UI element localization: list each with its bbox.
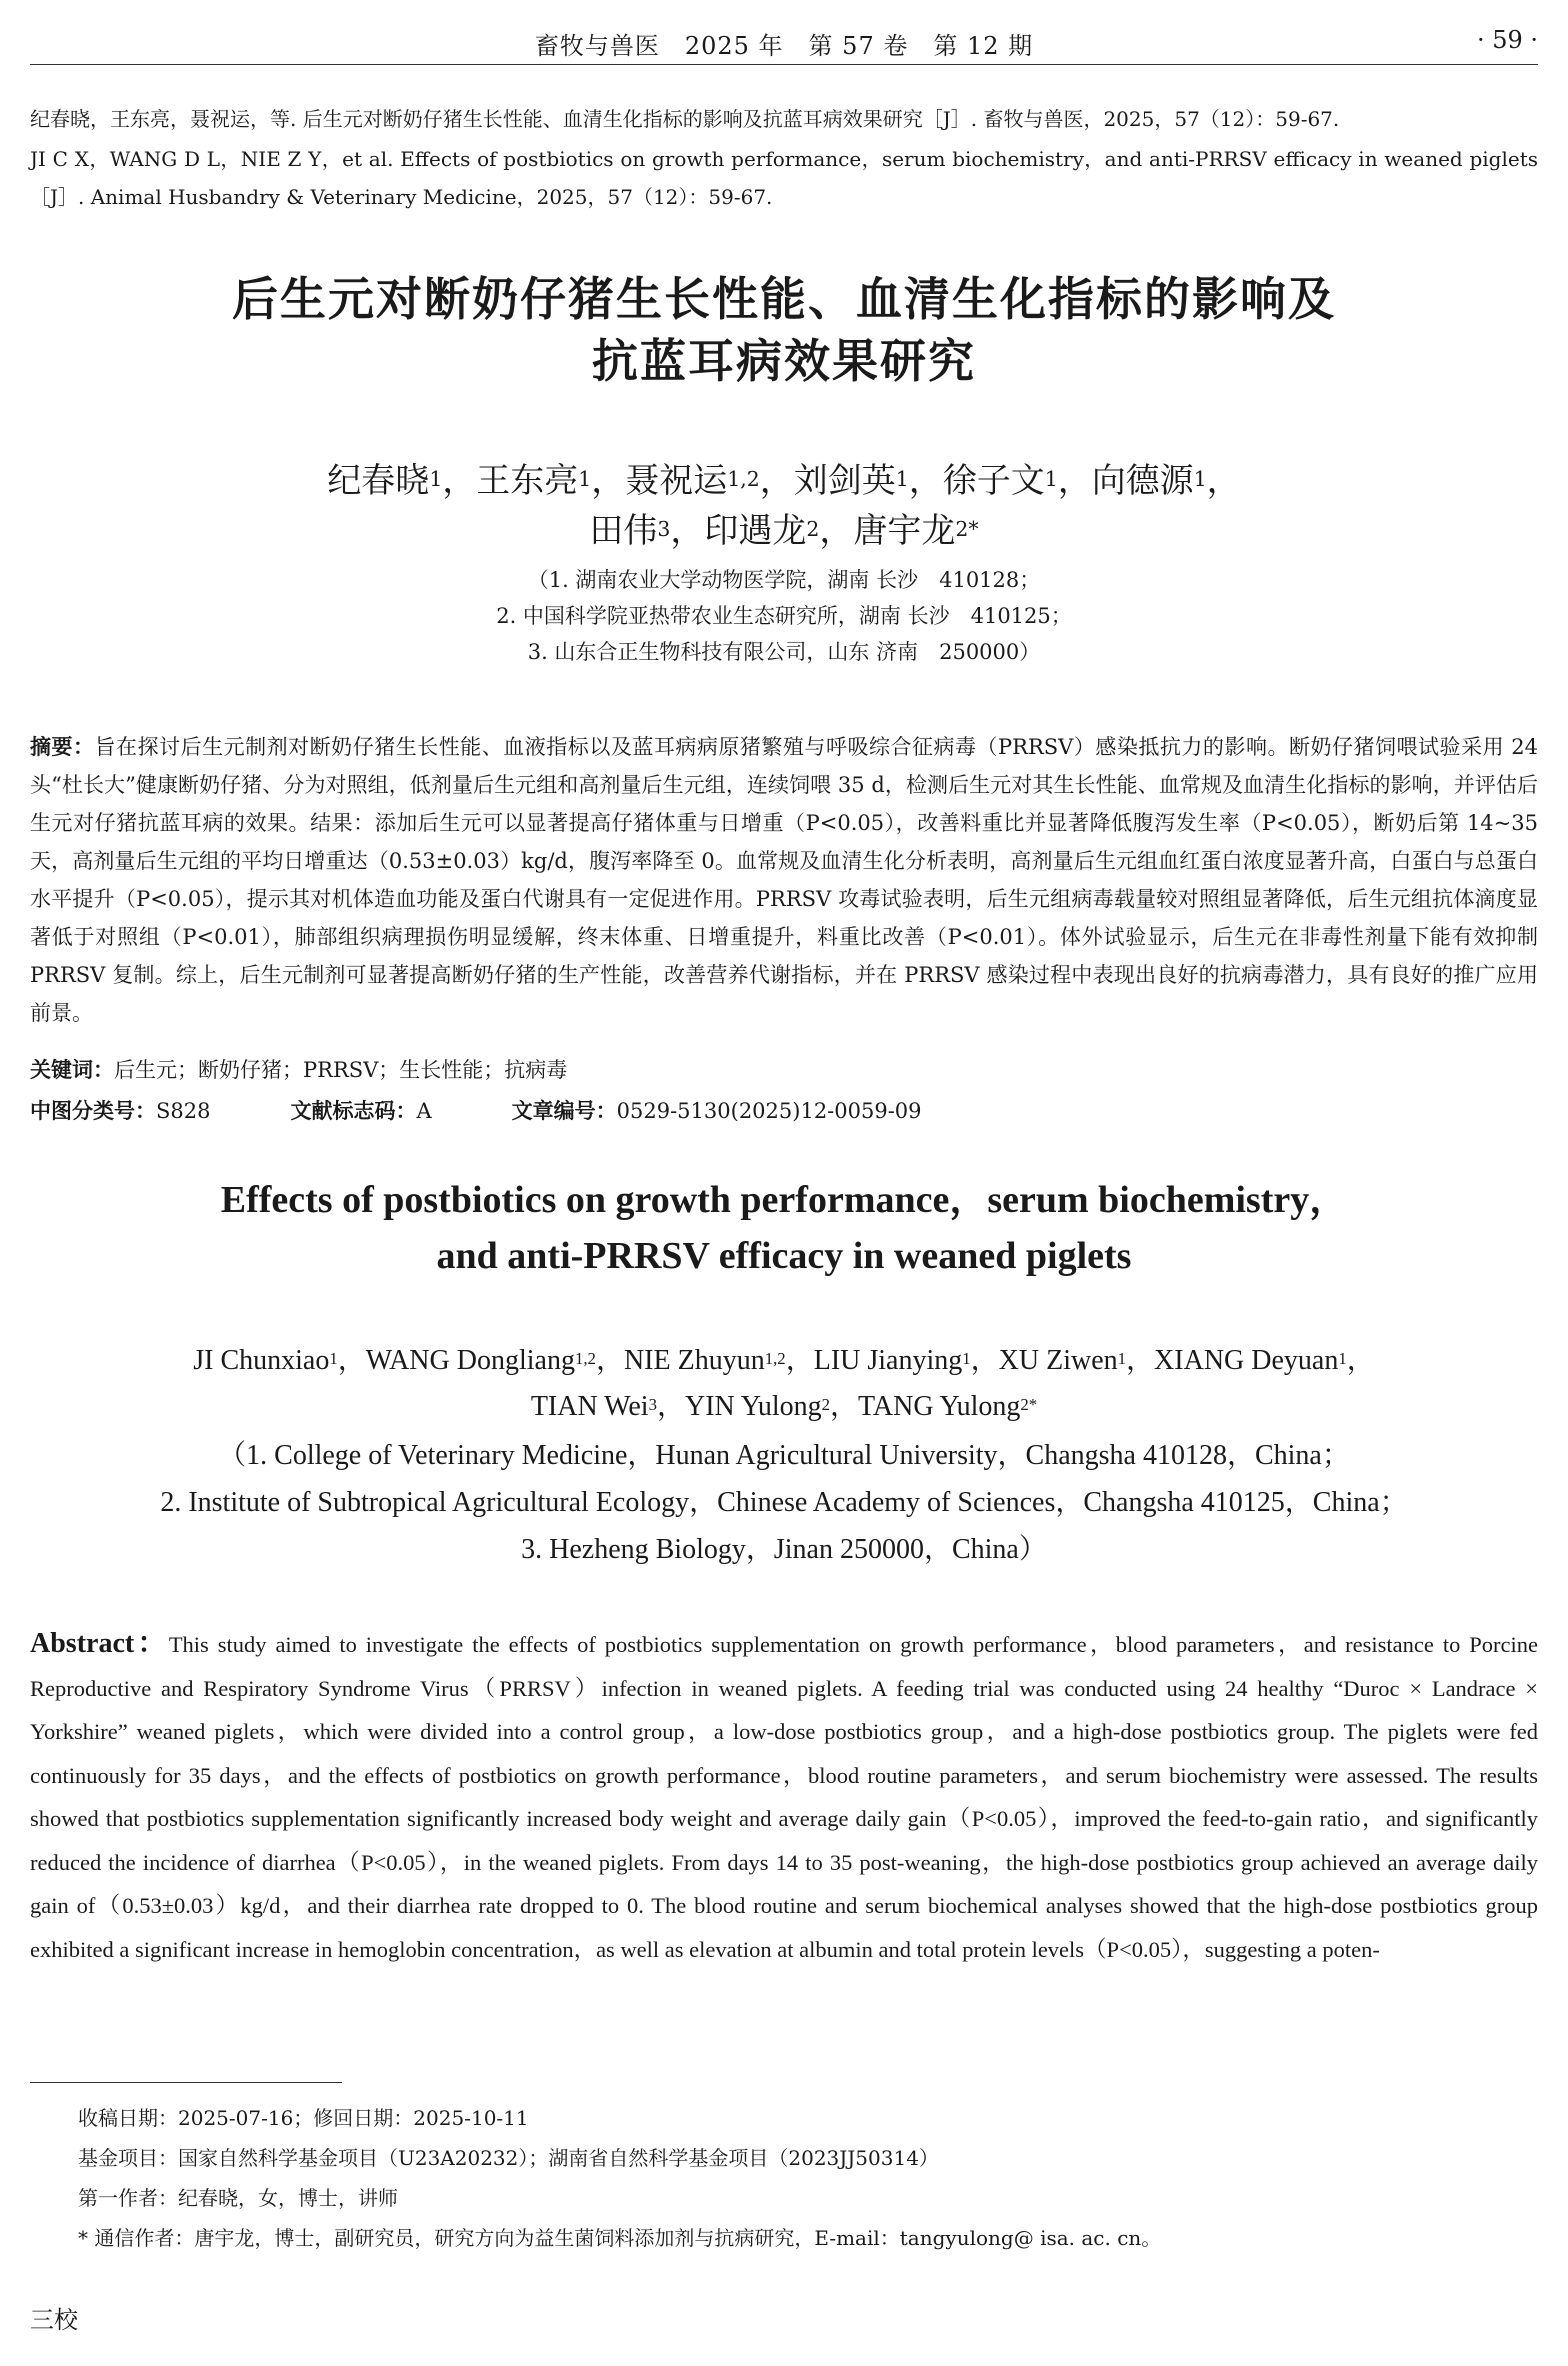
cn-author-affiliation-mark: 3 [657, 517, 671, 541]
citation-chinese: 纪春晓，王东亮，聂祝运，等. 后生元对断奶仔猪生长性能、血清生化指标的影响及抗蓝耳病效果研究［J］. 畜牧与兽医，2025，57（12）：59-67. [30, 107, 1340, 131]
title-english-line-2: and anti-PRRSV efficacy in weaned piglets [436, 1235, 1132, 1277]
citation-english: JI C X，WANG D L，NIE Z Y，et al. Effects of postbiotics on growth performance，serum biochemistry，and anti-PRRSV efficacy in weaned piglets［J］. Animal Husbandry & Veterinary Medicine，2025，57（12）：59-67. [30, 147, 1538, 209]
article-number-label: 文章编号： [511, 1099, 617, 1123]
footnote-fund: 基金项目：国家自然科学基金项目（U23A20232）；湖南省自然科学基金项目（2023JJ50314） [78, 2146, 939, 2170]
cn-author-name: 唐宇龙 [853, 511, 956, 551]
cn-author-affiliation-mark: 1 [578, 467, 592, 491]
doc-code-value: A [416, 1099, 432, 1123]
cn-author-affiliation-mark: 1 [1193, 467, 1207, 491]
proof-stage-mark: 三校 [30, 2306, 78, 2334]
cn-author-name: 聂祝运 [625, 461, 728, 501]
en-author-affiliation-mark: 1 [329, 1349, 338, 1368]
cn-author-separator: ， [908, 461, 943, 501]
clc-label: 中图分类号： [30, 1099, 156, 1123]
cn-author-name: 王东亮 [476, 461, 579, 501]
running-header [30, 24, 1538, 65]
cn-author-separator: ， [442, 461, 477, 501]
cn-author-separator: ， [759, 461, 794, 501]
cn-author-affiliation-mark: 1,2 [727, 467, 760, 491]
abstract-english-label: Abstract： [30, 1628, 169, 1659]
clc-group [30, 1092, 210, 1130]
en-author-affiliation-mark: 1 [1338, 1349, 1347, 1368]
en-author-name: XIANG Deyuan [1154, 1345, 1339, 1376]
en-author-affiliation-mark: 3 [648, 1395, 657, 1414]
cn-author-separator: ， [591, 461, 626, 501]
authors-chinese [0, 456, 1568, 556]
cn-author-name: 向德源 [1091, 461, 1194, 501]
keywords-chinese [30, 1051, 1538, 1089]
en-author-name: TIAN Wei [530, 1391, 649, 1422]
page-number: · 59 · [1476, 26, 1538, 54]
authors-english-line-1 [0, 1338, 1568, 1384]
cn-author-affiliation-mark: 2 [806, 517, 820, 541]
cn-author-name: 印遇龙 [704, 511, 807, 551]
en-author-name: TANG Yulong [858, 1391, 1021, 1422]
footnote-received-date: 收稿日期：2025-07-16；修回日期：2025-10-11 [78, 2106, 529, 2130]
cn-author-separator: ， [1057, 461, 1092, 501]
en-author-affiliation-mark: 2 [821, 1395, 830, 1414]
cn-author-affiliation-mark: 1 [895, 467, 909, 491]
cn-author-name: 纪春晓 [327, 461, 430, 501]
cn-author-name: 田伟 [589, 511, 658, 551]
footnote-first-author: 第一作者：纪春晓，女，博士，讲师 [78, 2186, 398, 2210]
abstract-chinese [30, 728, 1538, 1032]
abstract-chinese-label: 摘要： [30, 735, 95, 759]
en-author-separator: ， [1126, 1345, 1155, 1376]
cn-author-affiliation-mark: 2* [955, 517, 979, 541]
en-author-affiliation-mark: 1 [962, 1349, 971, 1368]
title-chinese [0, 268, 1568, 392]
article-number-value: 0529-5130(2025)12-0059-09 [616, 1099, 922, 1123]
footnote-corresponding-author: * 通信作者：唐宇龙，博士，副研究员，研究方向为益生菌饲料添加剂与抗病研究，E-mail：tangyulong@ isa. ac. cn。 [78, 2226, 1162, 2250]
classification-line [30, 1092, 1538, 1130]
cn-author-separator: ， [1206, 461, 1241, 501]
cn-author-name: 刘剑英 [793, 461, 896, 501]
en-author-name: WANG Dongliang [365, 1345, 575, 1376]
affiliation-chinese-2: 2. 中国科学院亚热带农业生态研究所，湖南 长沙 410125； [496, 604, 1072, 628]
abstract-chinese-text: 旨在探讨后生元制剂对断奶仔猪生长性能、血液指标以及蓝耳病病原猪繁殖与呼吸综合征病毒（PRRSV）感染抵抗力的影响。断奶仔猪饲喂试验采用 24 头“杜长大”健康断奶仔猪、分为对照组，低剂量后生元组和高剂量后生元组，连续饲喂 35 d，检测后生元对其生长性能、血常规及血清生化指标的影响，并评估后生元对仔猪抗蓝耳病的效果。结果：添加后生元可以显著提高仔猪体重与日增重（P<0.05），改善料重比并显著降低腹泻发生率（P<0.05），断奶后第 14~35 天，高剂量后生元组的平均日增重达（0.53±0.03）kg/d，腹泻率降至 0。血常规及血清生化分析表明，高剂量后生元组血红蛋白浓度显著升高，白蛋白与总蛋白水平提升（P<0.05），提示其对机体造血功能及蛋白代谢具有一定促进作用。PRRSV 攻毒试验表明，后生元组病毒载量较对照组显著降低，后生元组抗体滴度显著低于对照组（P<0.01），肺部组织病理损伤明显缓解，终末体重、日增重提升，料重比改善（P<0.01）。体外试验显示，后生元在非毒性剂量下能有效抑制 PRRSV 复制。综上，后生元制剂可显著提高断奶仔猪的生产性能，改善营养代谢指标，并在 PRRSV 感染过程中表现出良好的抗病毒潜力，具有良好的推广应用前景。 [30, 735, 1539, 1025]
cn-author-separator: ， [819, 511, 854, 551]
en-author-separator: ， [337, 1345, 366, 1376]
journal-issue-info: 畜牧与兽医 2025 年 第 57 卷 第 12 期 [534, 32, 1034, 60]
doc-code-label: 文献标志码： [290, 1099, 417, 1123]
abstract-english-text: This study aimed to investigate the effects of postbiotics supplementation on growth performance，blood parameters，and resistance to Porcine Reproductive and Respiratory Syndrome Virus（PRRSV）infection in weaned piglets. A feeding trial was conducted using 24 healthy “Duroc × Landrace × Yorkshire” weaned piglets，which were divided into a control group，a low-dose postbiotics group，and a high-dose postbiotics group. The piglets were fed continuously for 35 days，and the effects of postbiotics on growth performance，blood routine parameters，and serum biochemistry were assessed. The results showed that postbiotics supplementation significantly increased body weight and average daily gain（P<0.05），improved the feed-to-gain ratio，and significantly reduced the incidence of diarrhea（P<0.05），in the weaned piglets. From days 14 to 35 post-weaning，the high-dose postbiotics group achieved an average daily gain of（0.53±0.03）kg/d，and their diarrhea rate dropped to 0. The blood routine and serum biochemical analyses showed that the high-dose postbiotics group exhibited a significant increase in hemoglobin concentration，as well as elevation at albumin and total protein levels（P<0.05），suggesting a poten- [30, 1632, 1538, 1962]
en-author-name: NIE Zhuyun [623, 1345, 765, 1376]
title-english-line-1: Effects of postbiotics on growth performance，serum biochemistry， [220, 1179, 1348, 1221]
authors-chinese-line-1 [0, 456, 1568, 506]
en-author-name: JI Chunxiao [193, 1345, 330, 1376]
article-number-group [512, 1092, 922, 1130]
affiliations-english [0, 1432, 1568, 1573]
affiliations-chinese [0, 562, 1568, 670]
keywords-label: 关键词： [30, 1058, 114, 1082]
title-chinese-line-1: 后生元对断奶仔猪生长性能、血清生化指标的影响及 [232, 272, 1336, 326]
abstract-english [30, 1622, 1538, 1971]
en-author-separator: ， [785, 1345, 814, 1376]
clc-value: S828 [156, 1099, 211, 1123]
footnotes [78, 2098, 1518, 2258]
affiliation-english-3: 3. Hezheng Biology，Jinan 250000，China） [521, 1534, 1047, 1565]
en-author-affiliation-mark: 2* [1020, 1395, 1038, 1414]
en-author-separator: ， [595, 1345, 624, 1376]
en-author-name: YIN Yulong [684, 1391, 822, 1422]
en-author-name: LIU Jianying [813, 1345, 963, 1376]
doc-code-group [290, 1092, 431, 1130]
authors-english [0, 1338, 1568, 1430]
authors-english-line-2 [0, 1384, 1568, 1430]
en-author-separator: ， [1346, 1345, 1375, 1376]
en-author-affiliation-mark: 1,2 [764, 1349, 786, 1368]
en-author-name: XU Ziwen [998, 1345, 1118, 1376]
title-chinese-line-2: 抗蓝耳病效果研究 [592, 334, 976, 388]
keywords-text: 后生元；断奶仔猪；PRRSV；生长性能；抗病毒 [114, 1058, 568, 1082]
en-author-separator: ， [656, 1391, 685, 1422]
affiliation-english-2: 2. Institute of Subtropical Agricultural Ecology，Chinese Academy of Sciences，Changsha 410125，China； [160, 1487, 1408, 1518]
footnote-rule [30, 2082, 342, 2083]
cn-author-name: 徐子文 [942, 461, 1045, 501]
affiliation-english-1: （1. College of Veterinary Medicine，Hunan Agricultural University，Changsha 410128，China； [218, 1440, 1350, 1471]
cn-author-affiliation-mark: 1 [429, 467, 443, 491]
cn-author-affiliation-mark: 1 [1044, 467, 1058, 491]
en-author-affiliation-mark: 1,2 [574, 1349, 596, 1368]
cn-author-separator: ， [670, 511, 705, 551]
affiliation-chinese-1: （1. 湖南农业大学动物医学院，湖南 长沙 410128； [527, 568, 1041, 592]
en-author-separator: ， [970, 1345, 999, 1376]
authors-chinese-line-2 [0, 506, 1568, 556]
en-author-affiliation-mark: 1 [1117, 1349, 1127, 1368]
title-english [0, 1172, 1568, 1284]
affiliation-chinese-3: 3. 山东合正生物科技有限公司，山东 济南 250000） [527, 640, 1041, 664]
en-author-separator: ， [830, 1391, 859, 1422]
